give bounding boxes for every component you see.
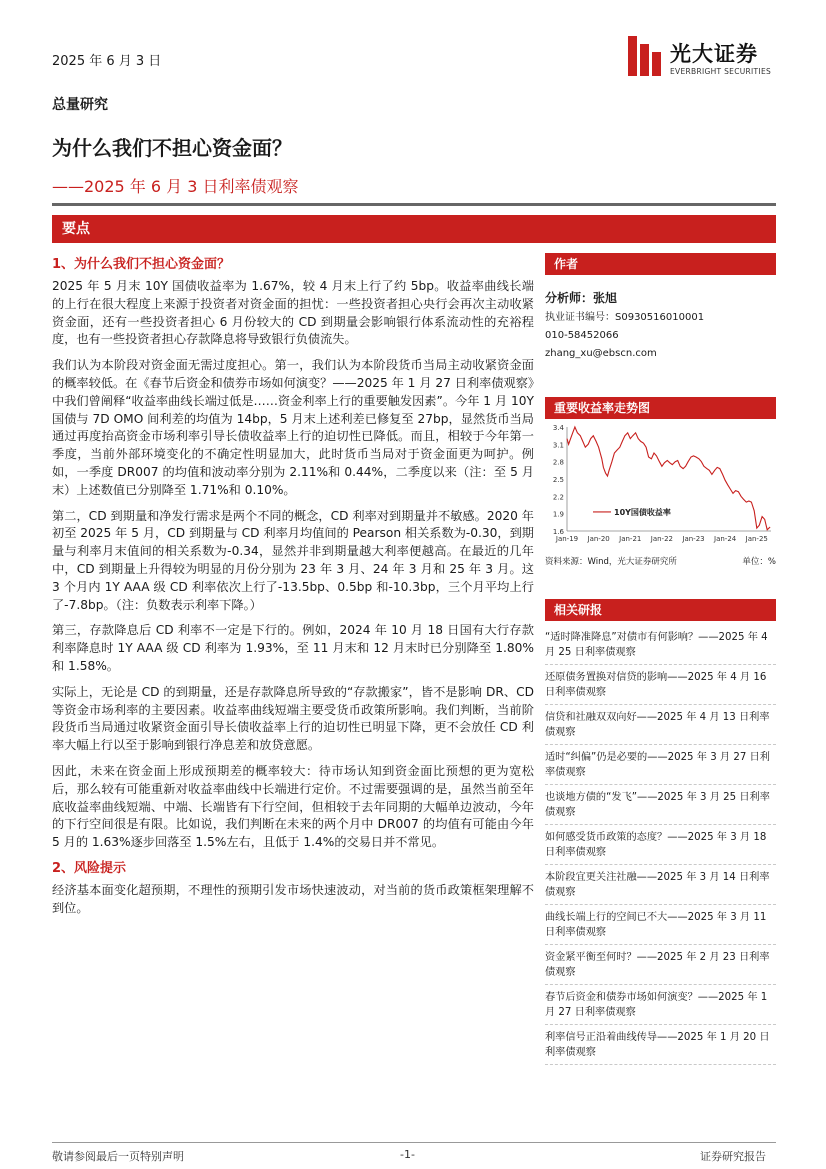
legend-label: 10Y国债收益率 (614, 507, 671, 517)
chart-source: 资料来源：Wind，光大证券研究所 (545, 557, 677, 567)
related-report-link[interactable]: 还原债务置换对信贷的影响——2025 年 4 月 16 日利率债观察 (545, 665, 776, 705)
company-logo (626, 36, 786, 84)
paragraph: 我们认为本阶段对资金面无需过度担心。第一，我们认为本阶段货币当局主动收紧资金面的概率较低。在《春节后资金和债券市场如何演变？——2025 年 1 月 27 日利率债观察》中我们曾阐释“收益率曲线长端过低是……资金利率上行的重要触发因素”。今年 1 月 10Y 国债与 7D OMO 间利差的均值为 14bp，5 月末上述利差已修复至 27bp，显然货币当局通过再度抬高资金市场利率引导长债收益率上行的迫切性已降低。而且，相较于今年第一季度，当前外部环境变化的不确定性明显加大，此时货币当局对于资金面更为呵护。例如，一季度 DR007 的均值和波动率分别为 2.11%和 0.44%，二季度以来（注：至 5 月末）上述数值已分别降至 1.71%和 0.10%。 (52, 358, 534, 497)
x-tick-label: Jan-24 (714, 535, 737, 543)
y-tick-label: 2.5 (552, 476, 564, 484)
paragraph: 2025 年 5 月末 10Y 国债收益率为 1.67%，较 4 月末上行了约 5bp。收益率曲线长端的上行在很大程度上来源于投资者对资金面的担忧：一些投资者担心央行会再次主动收紧资金面，还有一些投资者担心 6 月份较大的 CD 到期量会影响银行体系流动性的充裕程度，也有一些投资者担心存款降息将导致银行负债流失。 (52, 279, 534, 347)
logo-text-cn: 光大证券 (670, 42, 758, 66)
section-heading-1: 1、为什么我们不担心资金面？ (52, 257, 231, 272)
footer-divider (52, 1142, 776, 1143)
analyst-cert: 执业证书编号：S0930516010001 (545, 312, 705, 323)
key-points-bar (52, 215, 776, 243)
x-tick-label: Jan-25 (745, 535, 768, 543)
report-subtitle: ——2025 年 6 月 3 日利率债观察 (52, 177, 299, 196)
paragraph: 第三，存款降息后 CD 利率不一定是下行的。例如，2024 年 10 月 18 日国有大行存款利率降息时 1Y AAA 级 CD 利率为 1.93%，至 11 月末和 12 月末时已分别降至 1.80%和 1.58%。 (52, 623, 534, 673)
related-report-link[interactable]: 本阶段宜更关注社融——2025 年 3 月 14 日利率债观察 (545, 865, 776, 905)
logo-text-en: EVERBRIGHT SECURITIES (670, 67, 772, 76)
x-tick-label: Jan-22 (650, 535, 674, 543)
y-tick-label: 3.4 (552, 424, 564, 432)
title-divider (52, 203, 776, 206)
paragraph: 第二，CD 到期量和净发行需求是两个不同的概念，CD 利率对到期量并不敏感。2020 年初至 2025 年 5 月，CD 到期量与 CD 利率月均值间的 Pearson 相关系数为-0.30，到期量与利率月末值间的相关系数为-0.34，显然并非到期量越大利率便越高。在最近的几年中，CD 到期量上升得较为明显的月份分别为 23 年 3 月、24 年 3 月和 25 年 3 月。这 3 个月内 1Y AAA 级 CD 利率依次上行了-13.5bp、0.5bp 和-10.3bp，三个月平均上行了-7.8bp。（注：负数表示利率下降。） (52, 508, 534, 612)
y-tick-label: 3.1 (552, 441, 564, 450)
x-tick-label: Jan-21 (619, 535, 642, 543)
y-tick-label: 1.6 (552, 528, 564, 536)
footer-disclaimer[interactable]: 敬请参阅最后一页特别声明 (52, 1150, 184, 1163)
footer-report-type: 证券研究报告 (700, 1150, 766, 1163)
related-header: 相关研报 (545, 599, 776, 621)
related-report-link[interactable]: 利率信号正沿着曲线传导——2025 年 1 月 20 日利率债观察 (545, 1025, 776, 1065)
related-list (545, 625, 776, 1065)
report-category: 总量研究 (52, 97, 108, 113)
y-tick-label: 1.9 (552, 510, 564, 519)
related-report-link[interactable]: 也谈地方债的“发飞”——2025 年 3 月 25 日利率债观察 (545, 785, 776, 825)
related-report-link[interactable]: “适时降准降息”对债市有何影响？——2025 年 4 月 25 日利率债观察 (545, 625, 776, 665)
y-tick-label: 2.2 (552, 493, 564, 502)
yield-chart (545, 419, 776, 549)
analyst-email[interactable]: zhang_xu@ebscn.com (545, 348, 657, 359)
chart-header: 重要收益率走势图 (545, 397, 776, 419)
paragraph: 因此，未来在资金面上形成预期差的概率较大：待市场认知到资金面比预想的更为宽松后，那么较有可能重新对收益率曲线中长端进行定价。不过需要强调的是，虽然当前至年底收益率曲线短端、中端、长端皆有下行空间，但相较于去年同期的大幅单边波动，今年的下行空间很是有限。比如说，我们判断在未来的两个月中 DR007 的均值有可能由今年 5 月的 1.63%逐步回落至 1.5%左右，且低于 1.4%的交易日并不常见。 (52, 763, 534, 850)
author-header: 作者 (545, 253, 776, 275)
page-number: -1- (400, 1148, 415, 1161)
x-tick-label: Jan-20 (587, 535, 610, 543)
related-report-link[interactable]: 资金紧平衡至何时？——2025 年 2 月 23 日利率债观察 (545, 945, 776, 985)
chart-unit: 单位：% (742, 557, 776, 567)
main-body (52, 252, 534, 926)
x-tick-label: Jan-19 (555, 535, 579, 543)
related-report-link[interactable]: 春节后资金和债券市场如何演变？——2025 年 1 月 27 日利率债观察 (545, 985, 776, 1025)
author-panel (545, 253, 776, 360)
report-title: 为什么我们不担心资金面？ (52, 136, 292, 160)
key-points-label: 要点 (62, 221, 90, 237)
related-report-link[interactable]: 曲线长端上行的空间已不大——2025 年 3 月 11 日利率债观察 (545, 905, 776, 945)
analyst-phone: 010-58452066 (545, 330, 619, 341)
report-date: 2025 年 6 月 3 日 (52, 54, 162, 69)
related-report-link[interactable]: 适时“纠偏”仍是必要的——2025 年 3 月 27 日利率债观察 (545, 745, 776, 785)
section-heading-2: 2、风险提示 (52, 860, 127, 876)
paragraph: 实际上，无论是 CD 的到期量，还是存款降息所导致的“存款搬家”，皆不是影响 DR、CD 等资金市场利率的主要因素。收益率曲线短端主要受货币政策所影响。我们判断，当前阶段货币当局通过收紧资金面引导长债收益率上行的迫切性已明显下降，更不会放任 CD 利率大幅上行以至于影响到银行净息差和放贷意愿。 (52, 684, 534, 753)
related-report-link[interactable]: 信贷和社融双双向好——2025 年 4 月 13 日利率债观察 (545, 705, 776, 745)
yield-chart-panel (545, 397, 776, 567)
y-tick-label: 2.8 (552, 458, 564, 467)
x-tick-label: Jan-23 (682, 535, 705, 543)
related-reports-panel (545, 599, 776, 1065)
logo-mark-icon (626, 36, 664, 76)
related-report-link[interactable]: 如何感受货币政策的态度？——2025 年 3 月 18 日利率债观察 (545, 825, 776, 865)
paragraph: 经济基本面变化超预期，不理性的预期引发市场快速波动，对当前的货币政策框架理解不到位。 (52, 882, 534, 915)
analyst-name: 分析师：张旭 (545, 291, 618, 305)
